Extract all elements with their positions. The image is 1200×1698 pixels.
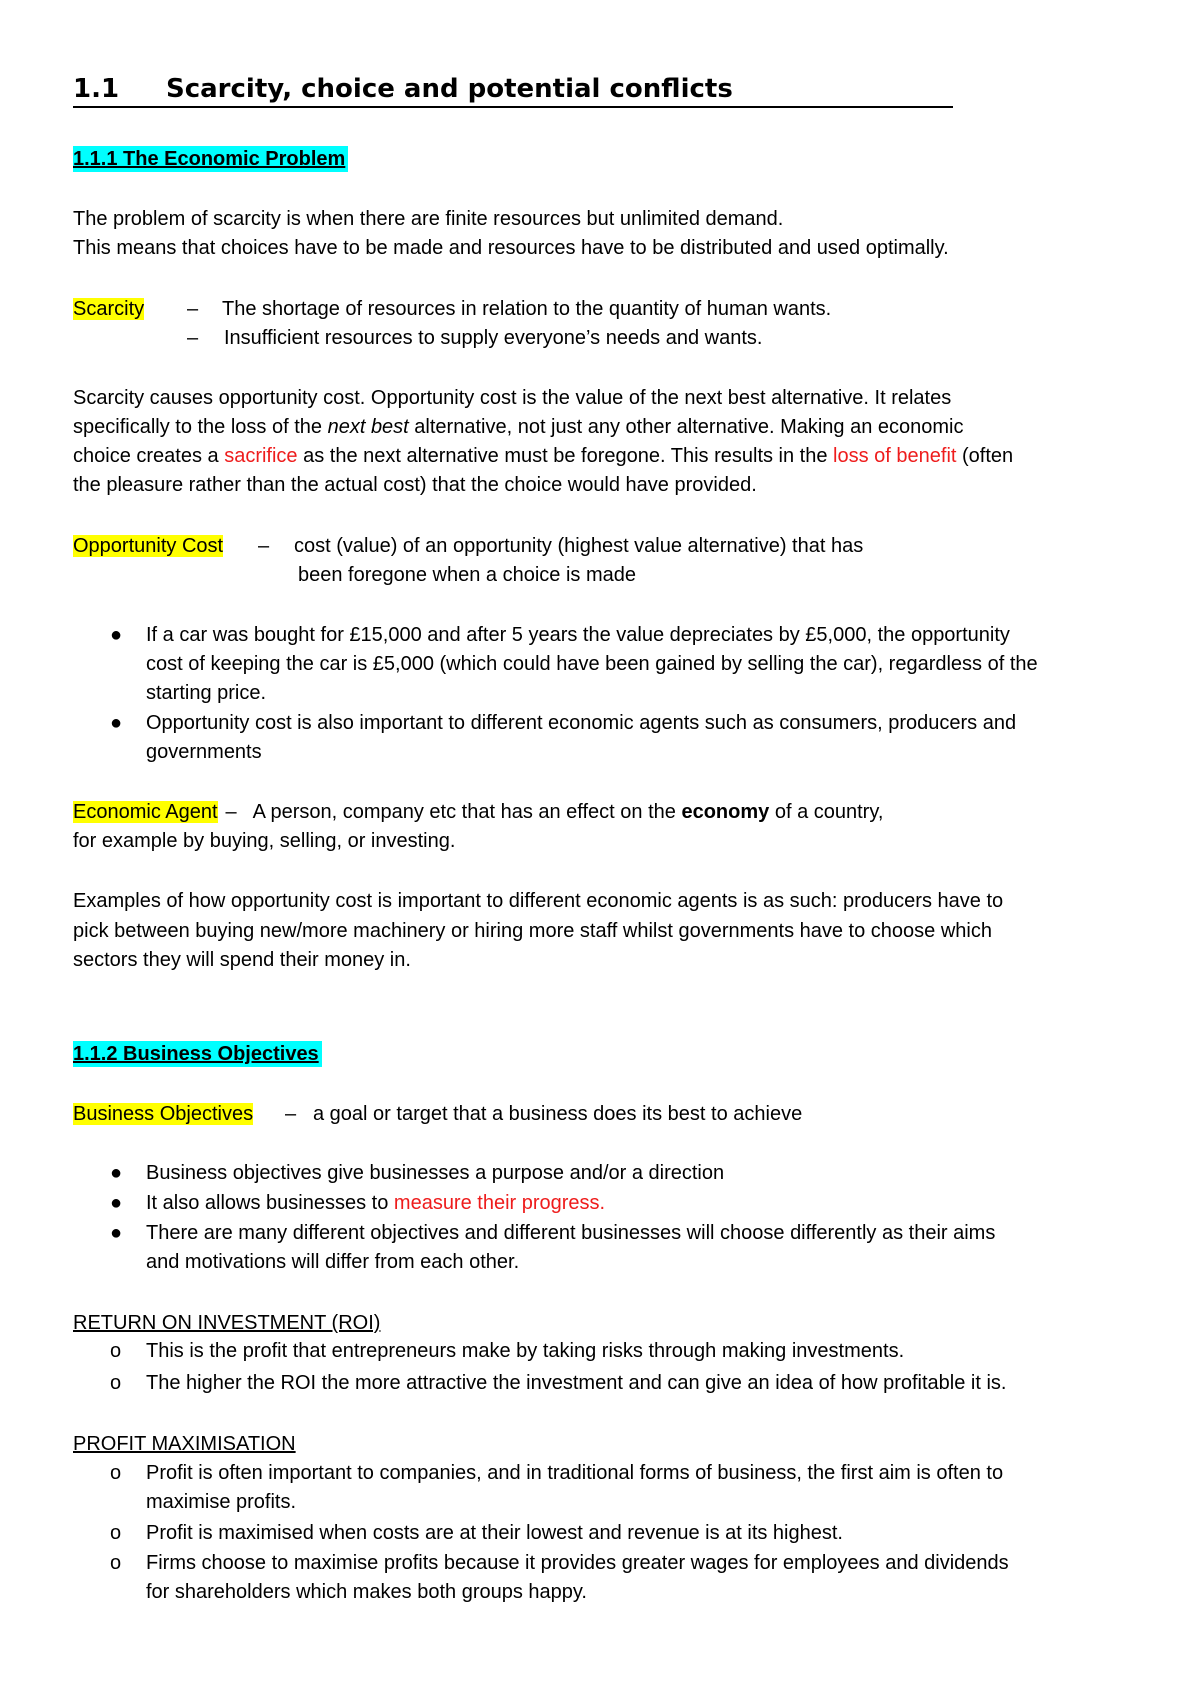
section-heading-business-objectives: 1.1.2 Business Objectives	[73, 1041, 322, 1067]
text-run: specifically to the loss of the	[73, 416, 328, 438]
paragraph-line: Scarcity causes opportunity cost. Opportunity cost is the value of the next best alternative. It relates	[73, 387, 952, 409]
list-item: cost of keeping the car is £5,000 (which could have been gained by selling the car), regardless of the	[146, 653, 1038, 675]
text-run: choice creates a	[73, 445, 225, 467]
definition: cost (value) of an opportunity (highest value alternative) that has	[294, 535, 864, 557]
title-number: 1.1	[73, 74, 120, 104]
list-item: maximise profits.	[146, 1491, 297, 1513]
text-run: It also allows businesses to	[146, 1192, 394, 1214]
circle-bullet-icon: o	[110, 1522, 122, 1544]
list-item: There are many different objectives and different businesses will choose differently as their aims	[146, 1222, 996, 1244]
paragraph-line: the pleasure rather than the actual cost) that the choice would have provided.	[73, 474, 757, 496]
title-text: Scarcity, choice and potential conflicts	[166, 74, 733, 104]
list-item: This is the profit that entrepreneurs make by taking risks through making investments.	[146, 1340, 905, 1362]
definition: for example by buying, selling, or investing.	[73, 830, 456, 852]
circle-bullet-icon: o	[110, 1552, 122, 1574]
definition: been foregone when a choice is made	[298, 564, 637, 586]
bullet-icon: ●	[110, 624, 123, 646]
page-title	[73, 74, 953, 108]
circle-bullet-icon: o	[110, 1340, 122, 1362]
highlight-scarcity: Scarcity	[73, 298, 145, 320]
text-run: as the next alternative must be foregone. This results in the	[297, 445, 834, 467]
list-item: The higher the ROI the more attractive the investment and can give an idea of how profitable it is.	[146, 1372, 1007, 1394]
list-item: If a car was bought for £15,000 and after 5 years the value depreciates by £5,000, the opportunity	[146, 624, 1010, 646]
text-run: of a country,	[769, 801, 884, 823]
text-run: alternative, not just any other alternative. Making an economic	[408, 416, 964, 438]
red-emphasis: measure their progress.	[393, 1192, 606, 1214]
red-emphasis: sacrifice	[224, 445, 298, 467]
paragraph-line: Examples of how opportunity cost is important to different economic agents is as such: producers have to	[73, 890, 1004, 912]
paragraph: The problem of scarcity is when there are finite resources but unlimited demand.	[73, 208, 784, 230]
term-business-objectives	[73, 1103, 253, 1125]
section-heading-economic-problem: 1.1.1 The Economic Problem	[73, 146, 348, 172]
highlight-economic-agent: Economic Agent	[73, 801, 218, 823]
term-opportunity-cost	[73, 535, 223, 557]
list-item: Profit is often important to companies, and in traditional forms of business, the first aim is often to	[146, 1462, 1004, 1484]
subheading-profit-maximisation: PROFIT MAXIMISATION	[73, 1433, 296, 1455]
term-scarcity	[73, 298, 144, 320]
highlight-opportunity-cost: Opportunity Cost	[73, 535, 224, 557]
paragraph-line	[73, 445, 1013, 467]
subheading-roi: RETURN ON INVESTMENT (ROI)	[73, 1312, 381, 1334]
list-item: Profit is maximised when costs are at their lowest and revenue is at its highest.	[146, 1522, 843, 1544]
list-item: and motivations will differ from each other.	[146, 1251, 520, 1273]
list-item: Business objectives give businesses a purpose and/or a direction	[146, 1162, 725, 1184]
paragraph-line	[73, 416, 964, 438]
italic-text: next best	[327, 416, 409, 438]
bullet-icon: ●	[110, 1162, 123, 1184]
list-item: starting price.	[146, 682, 267, 704]
text-run: A person, company etc that has an effect on the	[252, 801, 682, 823]
list-item: Opportunity cost is also important to different economic agents such as consumers, producers and	[146, 712, 1017, 734]
bullet-icon: ●	[110, 712, 123, 734]
dash-icon: –	[285, 1103, 297, 1125]
circle-bullet-icon: o	[110, 1372, 122, 1394]
bullet-icon: ●	[110, 1222, 123, 1244]
dash-icon: –	[225, 801, 237, 823]
paragraph: This means that choices have to be made and resources have to be distributed and used optimally.	[73, 237, 949, 259]
list-item	[146, 1192, 605, 1214]
list-item: Firms choose to maximise profits because it provides greater wages for employees and dividends	[146, 1552, 1009, 1574]
definition: The shortage of resources in relation to the quantity of human wants.	[222, 298, 832, 320]
list-item: for shareholders which makes both groups happy.	[146, 1581, 587, 1603]
paragraph-line: sectors they will spend their money in.	[73, 949, 411, 971]
definition: Insufficient resources to supply everyone’s needs and wants.	[224, 327, 763, 349]
paragraph-line: pick between buying new/more machinery or hiring more staff whilst governments have to choose which	[73, 920, 992, 942]
circle-bullet-icon: o	[110, 1462, 122, 1484]
highlight-business-objectives: Business Objectives	[73, 1103, 254, 1125]
list-item: governments	[146, 741, 262, 763]
red-emphasis: loss of benefit	[833, 445, 957, 467]
dash-icon: –	[258, 535, 270, 557]
bullet-icon: ●	[110, 1192, 123, 1214]
definition: a goal or target that a business does its best to achieve	[313, 1103, 803, 1125]
text-run: (often	[956, 445, 1014, 467]
dash-icon: –	[187, 327, 199, 349]
bold-text: economy	[681, 801, 770, 823]
term-economic-agent	[73, 801, 883, 823]
dash-icon: –	[187, 298, 199, 320]
